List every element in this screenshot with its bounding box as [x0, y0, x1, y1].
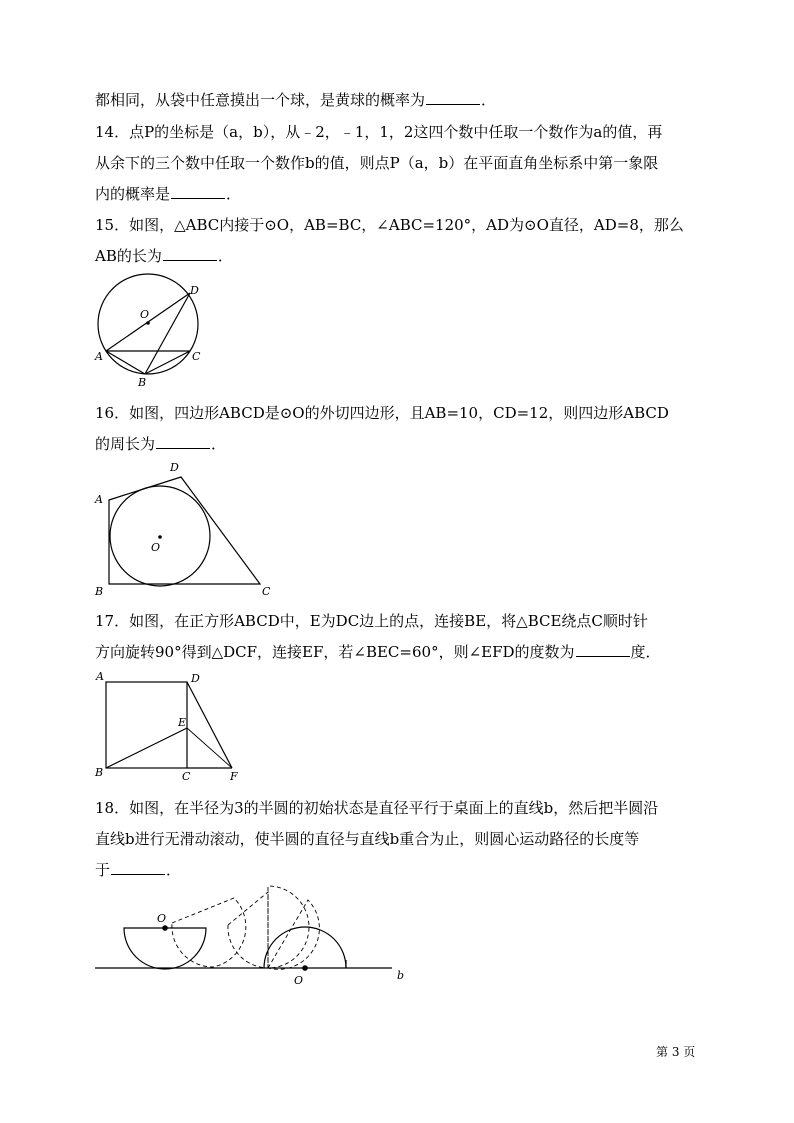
label-c: C	[262, 585, 271, 598]
label-b: B	[138, 376, 147, 389]
q15-line-1: 15．如图，△ABC内接于⊙O，AB=BC，∠ABC=120°，AD为⊙O直径，AD=8，那么	[95, 216, 684, 234]
label-e: E	[178, 716, 187, 729]
q14-line-2: 从余下的三个数中任取一个数作b的值，则点P（a，b）在平面直角坐标系中第一象限	[95, 154, 659, 172]
final-center-dot	[302, 965, 308, 971]
segment-ab	[106, 351, 145, 374]
label-c: C	[192, 350, 201, 363]
q16-line-1: 16．如图，四边形ABCD是⊙O的外切四边形，且AB=10，CD=12，则四边形ABCD	[95, 404, 669, 422]
segment-df	[187, 682, 232, 768]
label-o-initial: O	[157, 912, 167, 925]
square-abcd	[106, 682, 187, 768]
answer-blank[interactable]	[111, 860, 165, 875]
initial-semicircle	[124, 928, 206, 969]
initial-center-dot	[162, 925, 168, 931]
q18-line-1: 18．如图，在半径为3的半圆的初始状态是直径平行于桌面上的直线b，然后把半圆沿	[95, 799, 659, 817]
label-o: O	[151, 541, 161, 554]
q14-line-3: 内的概率是 ．	[95, 185, 242, 203]
q17-line-2: 方向旋转90°得到△DCF，连接EF，若∠BEC=60°，则∠EFD的度数为 度．	[95, 643, 661, 661]
label-a: A	[96, 670, 104, 683]
q15-line-2: AB的长为 ．	[95, 247, 233, 265]
label-b: B	[95, 766, 104, 779]
label-a: A	[95, 350, 103, 363]
page-number: 第 3 页	[656, 1045, 696, 1059]
final-semicircle	[264, 927, 346, 968]
answer-blank[interactable]	[576, 642, 630, 657]
answer-blank[interactable]	[156, 434, 210, 449]
label-b: B	[95, 585, 104, 598]
q17-line-1: 17．如图，在正方形ABCD中，E为DC边上的点，连接BE，将△BCE绕点C顺时针	[95, 612, 648, 630]
label-d: D	[191, 672, 200, 685]
label-o-final: O	[294, 974, 304, 987]
segment-ef	[187, 728, 232, 768]
label-c: C	[182, 770, 191, 783]
center-dot	[158, 535, 162, 539]
q18-line-2: 直线b进行无滑动滚动，使半圆的直径与直线b重合为止，则圆心运动路径的长度等	[95, 830, 640, 848]
rolling-position-2	[228, 892, 268, 968]
label-d: D	[170, 461, 179, 474]
label-d: D	[190, 284, 199, 297]
q16-line-2: 的周长为 ．	[95, 435, 227, 453]
q17-figure	[90, 668, 250, 783]
q14-line-1: 14．点P的坐标是（a，b），从﹣2，﹣1，1，2这四个数中任取一个数作为a的值，再	[95, 123, 663, 141]
label-f: F	[230, 770, 238, 783]
rolling-position-1	[172, 898, 246, 967]
label-b: b	[397, 969, 405, 982]
q15-figure	[90, 278, 210, 390]
q13-line-1: 都相同，从袋中任意摸出一个球，是黄球的概率为 ．	[95, 91, 497, 109]
answer-blank[interactable]	[171, 184, 225, 199]
segment-be	[106, 728, 187, 768]
q18-figure	[0, 880, 420, 990]
q18-line-3: 于 ．	[95, 861, 182, 879]
label-a: A	[95, 493, 103, 506]
center-dot	[146, 321, 150, 325]
q16-figure	[90, 458, 280, 598]
answer-blank[interactable]	[426, 90, 480, 105]
answer-blank[interactable]	[163, 246, 217, 261]
label-o: O	[140, 308, 150, 321]
